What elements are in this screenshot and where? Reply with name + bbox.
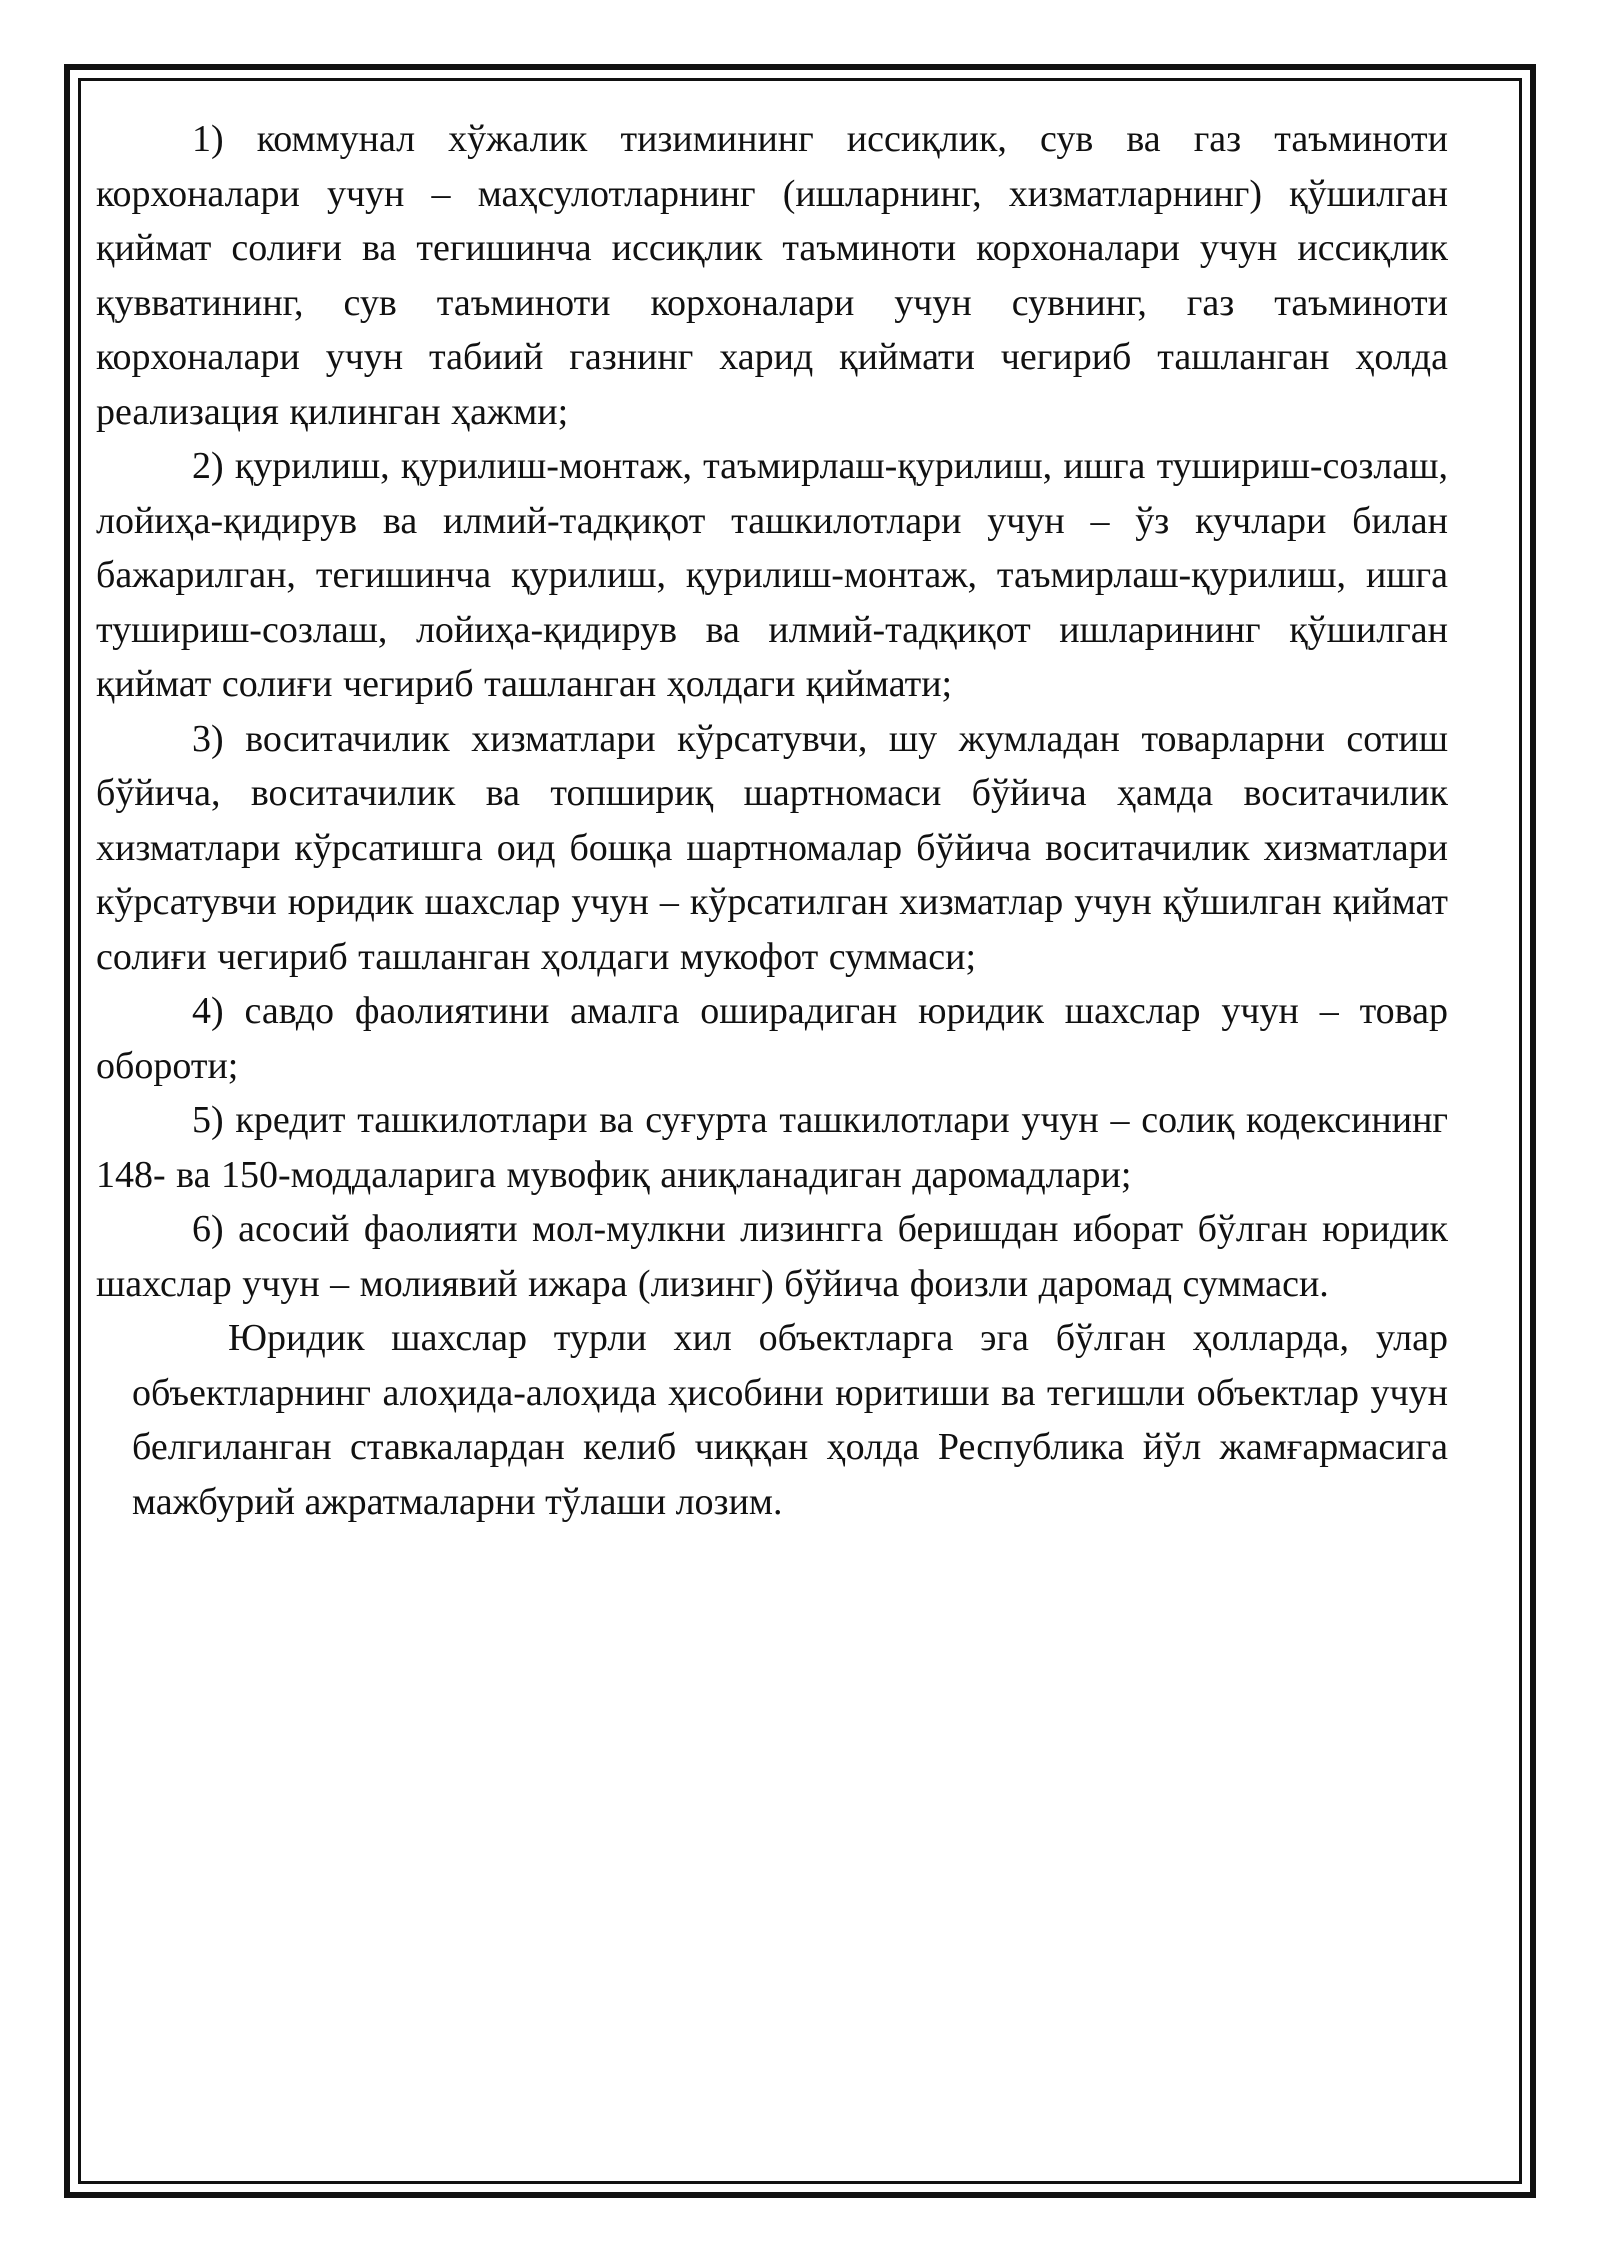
closing-paragraph: Юридик шахслар турли хил объектларга эга бўлган ҳолларда, улар объектларнинг алоҳида-алоҳида ҳисобини юритиши ва тегишли объектлар учун белгиланган ставкалардан келиб чиққан ҳолда Республика йўл жамғармасига мажбурий ажратмаларни тўлаши лозим. [132,1317,1448,1523]
list-item-4: 4) савдо фаолиятини амалга оширадиган юридик шахслар учун – товар обороти; [96,990,1448,1087]
list-item-2: 2) қурилиш, қурилиш-монтаж, таъмирлаш-қурилиш, ишга тушириш-созлаш, лойиҳа-қидирув ва илмий-тадқиқот ташкилотлари учун – ўз кучлари билан бажарилган, тегишинча қурилиш, қурилиш-монтаж, таъмирлаш-қурилиш, ишга тушириш-созлаш, лойиҳа-қидирув ва илмий-тадқиқот ишларининг қўшилган қиймат солиғи чегириб ташланган ҳолдаги қиймати; [96,445,1448,705]
document-body [96,112,1448,1529]
list-item-5: 5) кредит ташкилотлари ва суғурта ташкилотлари учун – солиқ кодексининг 148- ва 150-моддаларига мувофиқ аниқланадиган даромадлари; [96,1099,1448,1196]
list-item-6: 6) асосий фаолияти мол-мулкни лизингга беришдан иборат бўлган юридик шахслар учун – молиявий ижара (лизинг) бўйича фоизли даромад суммаси. [96,1208,1448,1305]
list-item-1: 1) коммунал хўжалик тизимининг иссиқлик, сув ва газ таъминоти корхоналари учун – маҳсулотларнинг (ишларнинг, хизматларнинг) қўшилган қиймат солиғи ва тегишинча иссиқлик таъминоти корхоналари учун иссиқлик қувватининг, сув таъминоти корхоналари учун сувнинг, газ таъминоти корхоналари учун табиий газнинг харид қиймати чегириб ташланган ҳолда реализация қилинган ҳажми; [96,118,1448,433]
list-item-3: 3) воситачилик хизматлари кўрсатувчи, шу жумладан товарларни сотиш бўйича, воситачилик ва топшириқ шартномаси бўйича ҳамда воситачилик хизматлари кўрсатишга оид бошқа шартномалар бўйича воситачилик хизматлари кўрсатувчи юридик шахслар учун – кўрсатилган хизматлар учун қўшилган қиймат солиғи чегириб ташланган ҳолдаги мукофот суммаси; [96,717,1448,978]
